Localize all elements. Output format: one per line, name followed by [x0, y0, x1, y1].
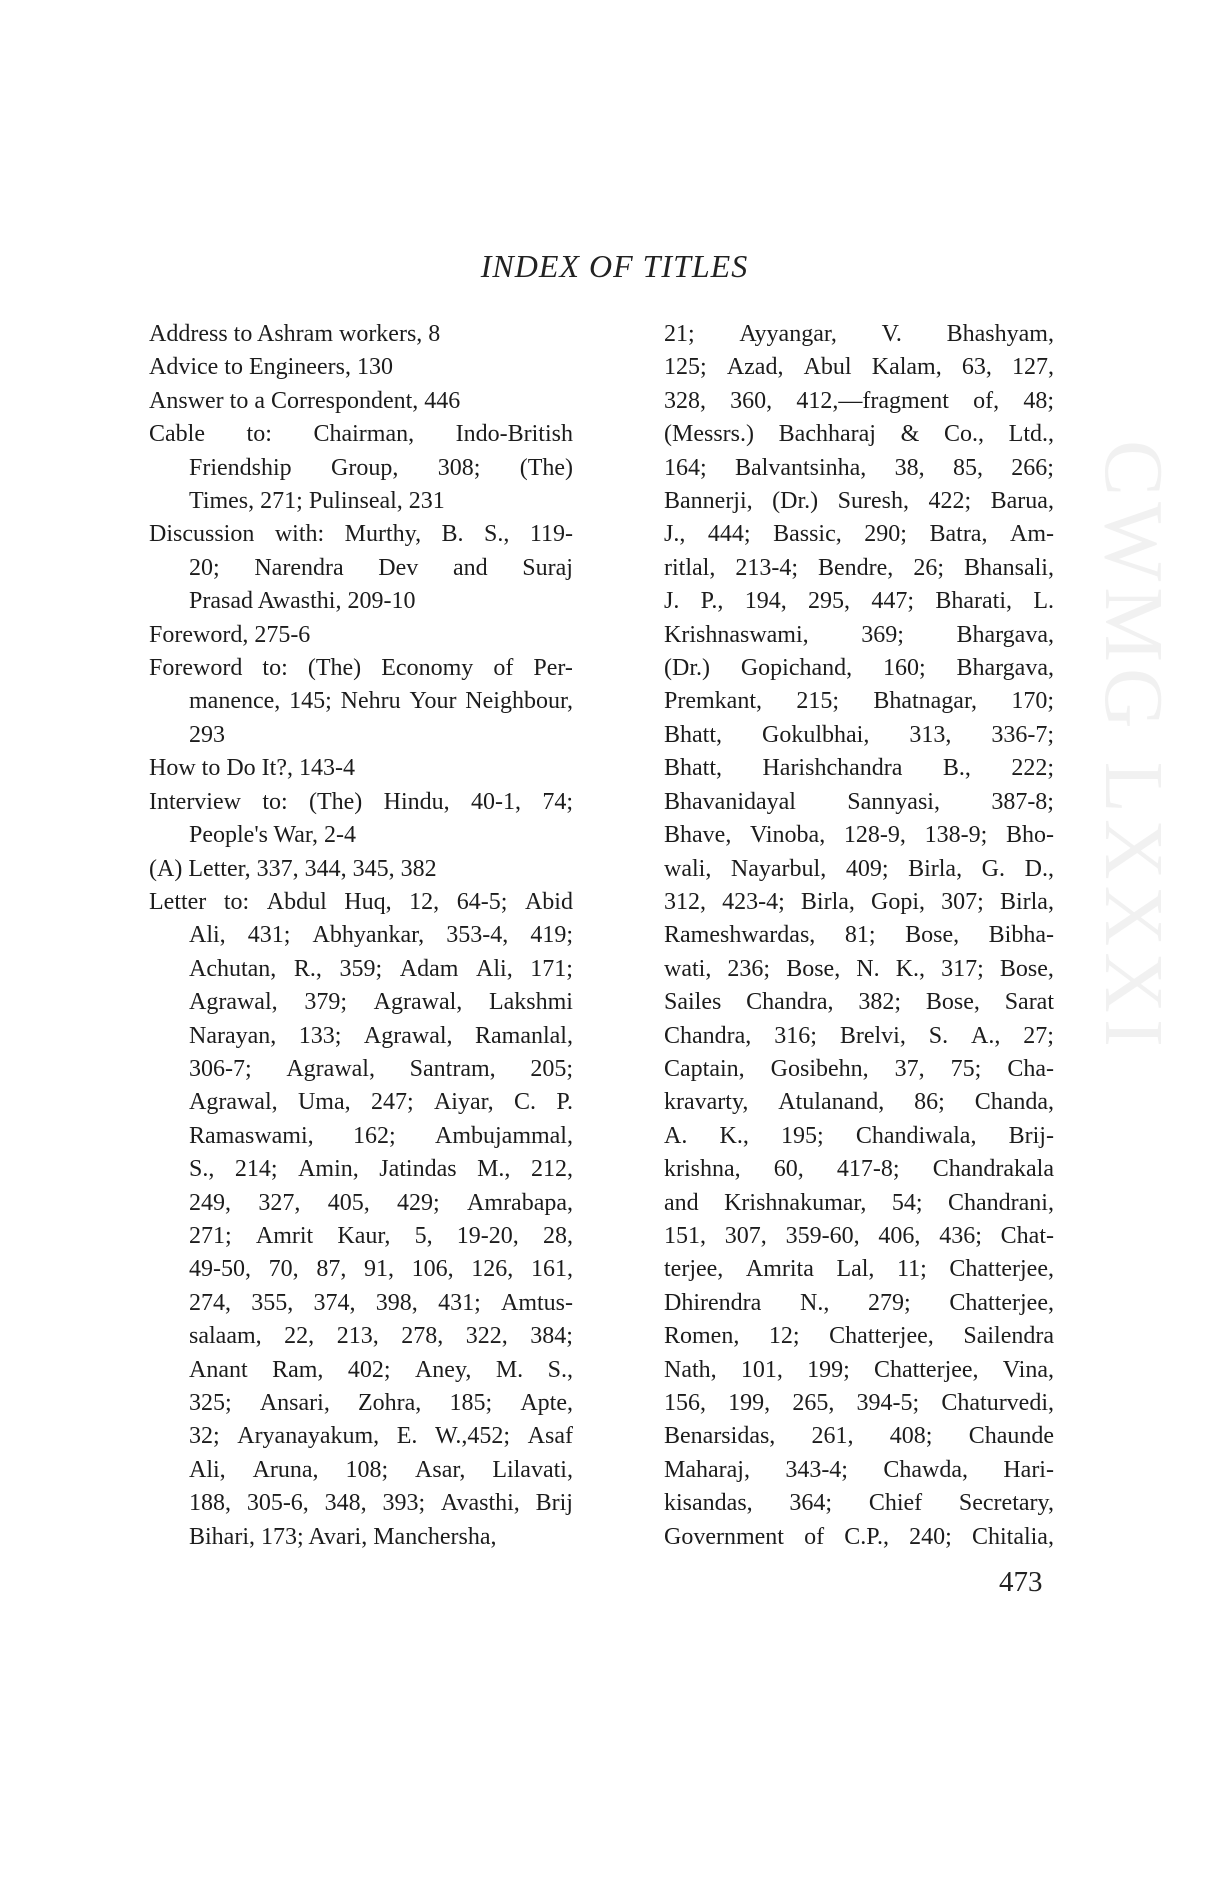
index-entry — [149, 385, 573, 418]
index-entry — [149, 652, 573, 752]
index-line: How to Do It?, 143-4 — [149, 755, 355, 782]
index-line: 188, 305-6, 348, 393; Avasthi, Brij — [189, 1490, 573, 1517]
index-entry — [149, 351, 573, 384]
index-line: kisandas, 364; Chief Secretary, — [664, 1490, 1054, 1517]
index-line: Benarsidas, 261, 408; Chaunde — [664, 1423, 1054, 1450]
index-line: J. P., 194, 295, 447; Bharati, L. — [664, 588, 1054, 615]
index-line: Interview to: (The) Hindu, 40-1, 74; — [149, 788, 573, 815]
index-line: Romen, 12; Chatterjee, Sailendra — [664, 1323, 1054, 1350]
index-line: Rameshwardas, 81; Bose, Bibha- — [664, 922, 1054, 949]
index-line: 164; Balvantsinha, 38, 85, 266; — [664, 454, 1054, 481]
index-line: 21; Ayyangar, V. Bhashyam, — [664, 321, 1054, 347]
index-line: Foreword to: (The) Economy of Per- — [149, 655, 573, 682]
index-line: Answer to a Correspondent, 446 — [149, 387, 461, 414]
index-column-left — [149, 318, 573, 1554]
index-line: (Dr.) Gopichand, 160; Bhargava, — [664, 655, 1054, 682]
index-line: Krishnaswami, 369; Bhargava, — [664, 621, 1054, 648]
index-line: Maharaj, 343-4; Chawda, Hari- — [664, 1456, 1054, 1483]
index-line: Premkant, 215; Bhatnagar, 170; — [664, 688, 1054, 715]
index-entry — [149, 853, 573, 886]
index-line: 156, 199, 265, 394-5; Chaturvedi, — [664, 1390, 1054, 1416]
index-line: (Messrs.) Bachharaj & Co., Ltd., — [664, 421, 1054, 448]
index-line: Bannerji, (Dr.) Suresh, 422; Barua, — [664, 488, 1054, 515]
index-line: Agrawal, 379; Agrawal, Lakshmi — [189, 989, 573, 1016]
index-line: 274, 355, 374, 398, 431; Amtus- — [189, 1289, 573, 1316]
index-line: Ali, 431; Abhyankar, 353-4, 419; — [189, 922, 573, 949]
index-line: Nath, 101, 199; Chatterjee, Vina, — [664, 1356, 1054, 1383]
index-line: S., 214; Amin, Jatindas M., 212, — [189, 1156, 573, 1183]
index-line: wali, Nayarbul, 409; Birla, G. D., — [664, 855, 1054, 882]
index-line: 49-50, 70, 87, 91, 106, 126, 161, — [189, 1256, 573, 1283]
index-line: Times, 271; Pulinseal, 231 — [189, 488, 445, 515]
index-line: and Krishnakumar, 54; Chandrani, — [664, 1189, 1054, 1216]
index-line: manence, 145; Nehru Your Neighbour, — [189, 688, 573, 715]
index-line: 271; Amrit Kaur, 5, 19-20, 28, — [189, 1222, 573, 1249]
index-line: 125; Azad, Abul Kalam, 63, 127, — [664, 354, 1054, 381]
index-line: Achutan, R., 359; Adam Ali, 171; — [189, 955, 573, 982]
index-line: salaam, 22, 213, 278, 322, 384; — [189, 1323, 573, 1350]
index-entry — [149, 518, 573, 618]
index-line: Address to Ashram workers, 8 — [149, 321, 441, 347]
index-entry — [149, 318, 573, 351]
index-line: 325; Ansari, Zohra, 185; Apte, — [189, 1390, 573, 1416]
index-line: Friendship Group, 308; (The) — [189, 454, 573, 481]
index-line: 151, 307, 359-60, 406, 436; Chat- — [664, 1222, 1054, 1249]
index-entry — [149, 418, 573, 518]
index-entry — [149, 752, 573, 785]
page-number: 473 — [999, 1566, 1043, 1598]
index-line: Bhavanidayal Sannyasi, 387-8; — [664, 788, 1054, 815]
index-line: Chandra, 316; Brelvi, S. A., 27; — [664, 1022, 1054, 1049]
index-line: 249, 327, 405, 429; Amrabapa, — [189, 1189, 573, 1216]
index-line: Dhirendra N., 279; Chatterjee, — [664, 1289, 1054, 1316]
index-line: Sailes Chandra, 382; Bose, Sarat — [664, 989, 1054, 1016]
index-line: Bhave, Vinoba, 128-9, 138-9; Bho- — [664, 822, 1054, 849]
index-line: Narayan, 133; Agrawal, Ramanlal, — [189, 1022, 573, 1049]
index-line: Ramaswami, 162; Ambujammal, — [189, 1122, 573, 1149]
index-line: Agrawal, Uma, 247; Aiyar, C. P. — [189, 1089, 573, 1116]
index-line: 20; Narendra Dev and Suraj — [189, 554, 573, 581]
index-line: 32; Aryanayakum, E. W.,452; Asaf — [189, 1423, 573, 1450]
index-line: Bhatt, Gokulbhai, 313, 336-7; — [664, 721, 1054, 748]
index-line: Ali, Aruna, 108; Asar, Lilavati, — [189, 1456, 573, 1483]
index-entry — [149, 786, 573, 853]
index-line: Government of C.P., 240; Chitalia, — [664, 1523, 1054, 1550]
index-line: Anant Ram, 402; Aney, M. S., — [189, 1356, 573, 1383]
index-line: Discussion with: Murthy, B. S., 119- — [149, 521, 573, 548]
index-line: 306-7; Agrawal, Santram, 205; — [189, 1055, 573, 1082]
index-column-right — [664, 318, 1054, 1554]
index-line: J., 444; Bassic, 290; Batra, Am- — [664, 521, 1054, 548]
index-line: 312, 423-4; Birla, Gopi, 307; Birla, — [664, 888, 1054, 915]
index-line: (A) Letter, 337, 344, 345, 382 — [149, 855, 437, 882]
index-line: wati, 236; Bose, N. K., 317; Bose, — [664, 955, 1054, 982]
page-title: INDEX OF TITLES — [480, 248, 749, 284]
index-line: krishna, 60, 417-8; Chandrakala — [664, 1156, 1054, 1183]
index-line: Advice to Engineers, 130 — [149, 354, 393, 381]
index-line: A. K., 195; Chandiwala, Brij- — [664, 1122, 1054, 1149]
index-line: Letter to: Abdul Huq, 12, 64-5; Abid — [149, 888, 573, 915]
index-line: Foreword, 275-6 — [149, 621, 311, 648]
watermark: CWMG LXXXI — [1087, 440, 1180, 1053]
index-line: Cable to: Chairman, Indo-British — [149, 421, 573, 448]
index-line: People's War, 2-4 — [189, 822, 356, 849]
index-line: Prasad Awasthi, 209-10 — [189, 588, 416, 615]
index-line: Bhatt, Harishchandra B., 222; — [664, 755, 1054, 782]
index-entry — [149, 619, 573, 652]
index-line: Captain, Gosibehn, 37, 75; Cha- — [664, 1055, 1054, 1082]
index-line: terjee, Amrita Lal, 11; Chatterjee, — [664, 1256, 1054, 1283]
index-line: Bihari, 173; Avari, Manchersha, — [189, 1523, 497, 1550]
index-line: kravarty, Atulanand, 86; Chanda, — [664, 1089, 1054, 1116]
index-line: ritlal, 213-4; Bendre, 26; Bhansali, — [664, 554, 1054, 581]
index-entry — [149, 886, 573, 1554]
index-line: 293 — [189, 721, 225, 748]
index-line: 328, 360, 412,—fragment of, 48; — [664, 387, 1054, 414]
